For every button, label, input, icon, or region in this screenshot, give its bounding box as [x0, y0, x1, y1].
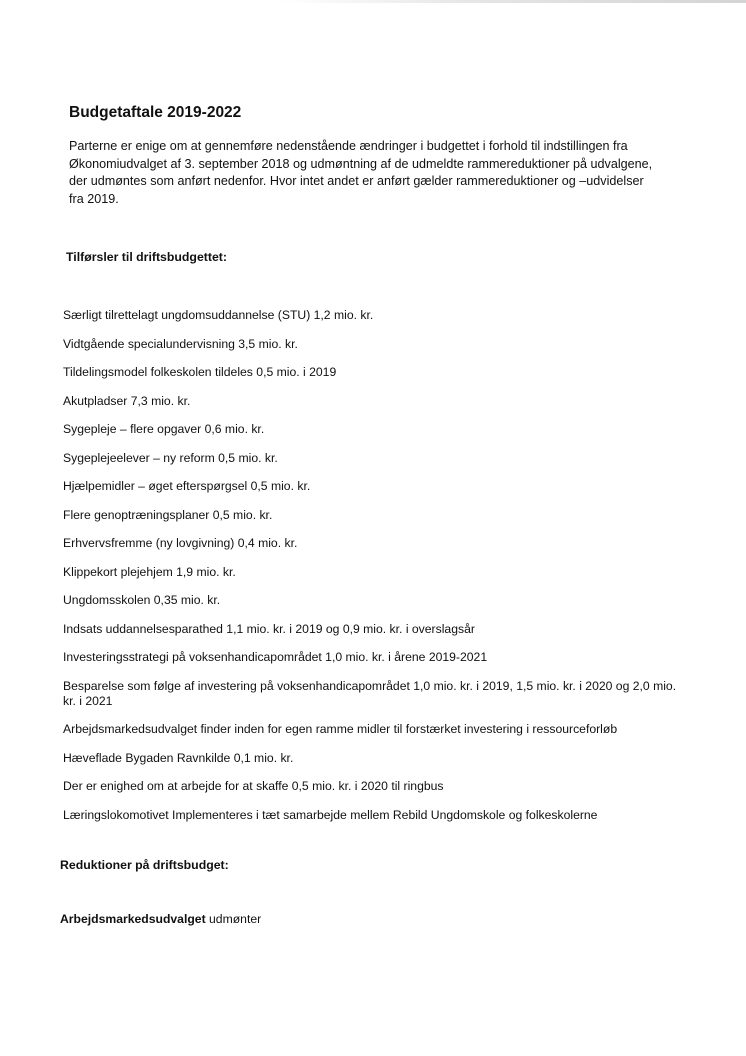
list-item: Flere genoptræningsplaner 0,5 mio. kr. — [63, 507, 273, 522]
intro-line: fra 2019. — [69, 192, 119, 207]
additions-heading: Tilførsler til driftsbudgettet: — [66, 250, 228, 264]
list-item: Besparelse som følge af investering på voksenhandicapområdet 1,0 mio. kr. i 2019, 1,5 mio. kr. i 2020 og 2,0 mio. kr. i 2021 — [63, 678, 677, 708]
scan-top-edge — [280, 0, 746, 3]
committee-name: Arbejdsmarkedsudvalget — [60, 912, 206, 926]
list-item: Sygeplejeelever – ny reform 0,5 mio. kr. — [63, 450, 278, 465]
intro-line: Parterne er enige om at gennemføre nedenstående ændringer i budgettet i forhold til indstillingen fra — [69, 139, 628, 153]
committee-line — [60, 912, 261, 926]
list-item: Der er enighed om at arbejde for at skaffe 0,5 mio. kr. i 2020 til ringbus — [63, 779, 444, 793]
list-item: Hæveflade Bygaden Ravnkilde 0,1 mio. kr. — [63, 750, 294, 765]
additions-list — [63, 308, 693, 836]
list-item: Indsats uddannelsesparathed 1,1 mio. kr. i 2019 og 0,9 mio. kr. i overslagsår — [63, 621, 475, 636]
intro-line: Økonomiudvalget af 3. september 2018 og udmøntning af de udmeldte rammereduktioner på udvalgene, — [69, 156, 653, 171]
list-item: Investeringsstrategi på voksenhandicapområdet 1,0 mio. kr. i årene 2019-2021 — [63, 650, 488, 664]
committee-rest: udmønter — [205, 912, 262, 926]
list-item: Erhvervsfremme (ny lovgivning) 0,4 mio. kr. — [63, 536, 298, 550]
list-item: Læringslokomotivet Implementeres i tæt samarbejde mellem Rebild Ungdomskole og folkeskolerne — [63, 807, 598, 822]
list-item: Ungdomsskolen 0,35 mio. kr. — [63, 593, 221, 607]
list-item: Særligt tilrettelagt ungdomsuddannelse (STU) 1,2 mio. kr. — [63, 308, 374, 322]
list-item: Tildelingsmodel folkeskolen tildeles 0,5 mio. i 2019 — [63, 365, 337, 379]
list-item: Hjælpemidler – øget efterspørgsel 0,5 mio. kr. — [63, 479, 311, 493]
document-title: Budgetaftale 2019-2022 — [69, 104, 242, 121]
list-item: Sygepleje – flere opgaver 0,6 mio. kr. — [63, 422, 265, 436]
list-item: Arbejdsmarkedsudvalget finder inden for egen ramme midler til forstærket investering i ressourceforløb — [63, 722, 618, 736]
intro-paragraph — [69, 138, 669, 209]
list-item: Klippekort plejehjem 1,9 mio. kr. — [63, 564, 236, 579]
list-item: Vidtgående specialundervisning 3,5 mio. kr. — [63, 336, 298, 351]
intro-line: der udmøntes som anført nedenfor. Hvor intet andet er anført gælder rammereduktioner og –udvidelser — [69, 174, 644, 189]
reductions-heading: Reduktioner på driftsbudget: — [60, 858, 229, 872]
list-item: Akutpladser 7,3 mio. kr. — [63, 393, 191, 408]
